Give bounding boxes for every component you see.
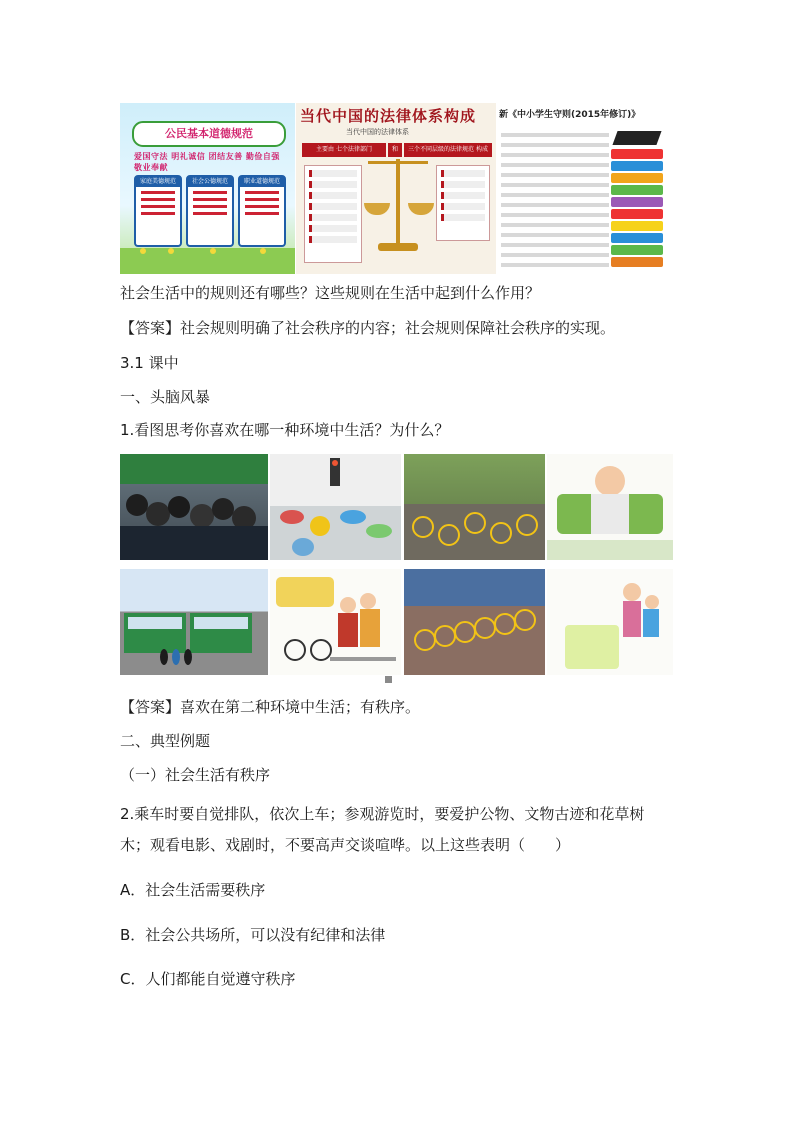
- photo-parked-bikes: [404, 569, 545, 675]
- comparison-photo-grid: [120, 454, 673, 681]
- poster-box-work: [238, 175, 286, 247]
- poster-box-title: 家庭美德规范: [136, 177, 180, 187]
- top-image-strip: [120, 103, 673, 274]
- question-2-line-2: 木；观看电影、戏剧时，不要高声交谈喧哗。以上这些表明（ ）: [120, 836, 571, 854]
- poster-box-social: [186, 175, 234, 247]
- photo-recycling-cartoon: [547, 569, 673, 675]
- question-rules: 社会生活中的规则还有哪些？这些规则在生活中起到什么作用？: [120, 284, 541, 302]
- answer-2: 【答案】喜欢在第二种环境中生活；有秩序。: [120, 698, 421, 716]
- option-b: B．社会公共场所，可以没有纪律和法律: [120, 926, 386, 944]
- subheading-order: （一）社会生活有秩序: [120, 766, 271, 784]
- heading-examples: 二、典型例题: [120, 732, 211, 750]
- legal-poster-title: 当代中国的法律体系构成: [300, 107, 477, 125]
- photo-messy-bikes: [404, 454, 545, 560]
- legal-bar-left: 主要由 七个法律部门: [302, 143, 386, 157]
- section-number: 3.1 课中: [120, 354, 179, 372]
- legal-bar-right: 三个不同层级的法律规范 构成: [404, 143, 492, 157]
- poster-box-title: 职业道德规范: [240, 177, 284, 187]
- image-resize-handle[interactable]: [385, 676, 392, 683]
- poster-box-family: [134, 175, 182, 247]
- student-code-title: 新《中小学生守则(2015年修订)》: [499, 110, 641, 120]
- option-a: A．社会生活需要秩序: [120, 881, 266, 899]
- poster-grass: [120, 248, 295, 274]
- student-code-poster: [497, 103, 673, 274]
- poster-banner: 公民基本道德规范: [132, 121, 286, 147]
- photo-crowded-bus: [120, 454, 268, 560]
- legal-right-list: [436, 165, 490, 241]
- legal-system-poster: [296, 103, 496, 274]
- moral-code-poster: [120, 103, 295, 274]
- photo-traffic-chaos: [270, 454, 401, 560]
- option-c: C．人们都能自觉遵守秩序: [120, 970, 296, 988]
- legal-poster-subtitle: 当代中国的法律体系: [346, 128, 409, 136]
- question-1: 1.看图思考你喜欢在哪一种环境中生活？为什么？: [120, 421, 450, 439]
- answer-1: 【答案】社会规则明确了社会秩序的内容；社会规则保障社会秩序的实现。: [120, 319, 616, 337]
- graduation-cap-icon: [612, 131, 661, 145]
- question-2-line-1: 2.乘车时要自觉排队，依次上车；参观游览时，要爱护公物、文物古迹和花草树: [120, 805, 645, 823]
- photo-orderly-crossing: [270, 569, 401, 675]
- legal-left-list: [304, 165, 362, 263]
- poster-box-title: 社会公德规范: [188, 177, 232, 187]
- heading-brainstorm: 一、头脑风暴: [120, 388, 211, 406]
- photo-orderly-queue: [120, 569, 268, 675]
- legal-bar-mid: 和: [388, 143, 402, 157]
- poster-values-row: 爱国守法 明礼诚信 团结友善 勤俭自强 敬业奉献: [134, 152, 280, 172]
- photo-littering-cartoon: [547, 454, 673, 560]
